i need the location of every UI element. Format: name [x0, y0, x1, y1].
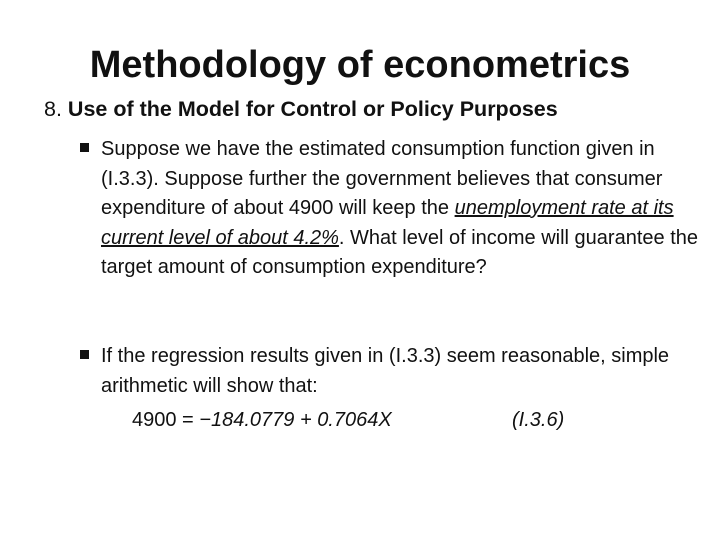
section-heading — [44, 94, 714, 124]
bullet-2-text: If the regression results given in (I.3.3) seem reasonable, simple arithmetic will show that: — [101, 345, 670, 397]
section-heading-text: Use of the Model for Control or Policy Purposes — [67, 97, 558, 121]
square-bullet-icon — [80, 350, 89, 359]
bullet-1-text-a: Suppose we have the estimated consumption function given in (I.3.3). Suppose further the government believes that consumer expenditure of about 4900 will keep the — [101, 138, 663, 219]
equation-reference: (I.3.6) — [512, 409, 565, 431]
square-bullet-icon — [80, 143, 89, 152]
bullet-1-text-b: . What level of income will guarantee the target amount of consumption expenditure? — [101, 226, 698, 278]
equation-rhs: −184.0779 + 0.7064X — [199, 409, 392, 431]
section-number: 8. — [44, 97, 62, 121]
slide-title: Methodology of econometrics — [89, 44, 631, 86]
equation — [132, 406, 602, 435]
bullet-1-text — [101, 135, 701, 283]
equation-lhs: 4900 = — [132, 409, 200, 431]
bullet-1-emphasis: unemployment rate at its current level of about 4.2% — [101, 197, 674, 249]
